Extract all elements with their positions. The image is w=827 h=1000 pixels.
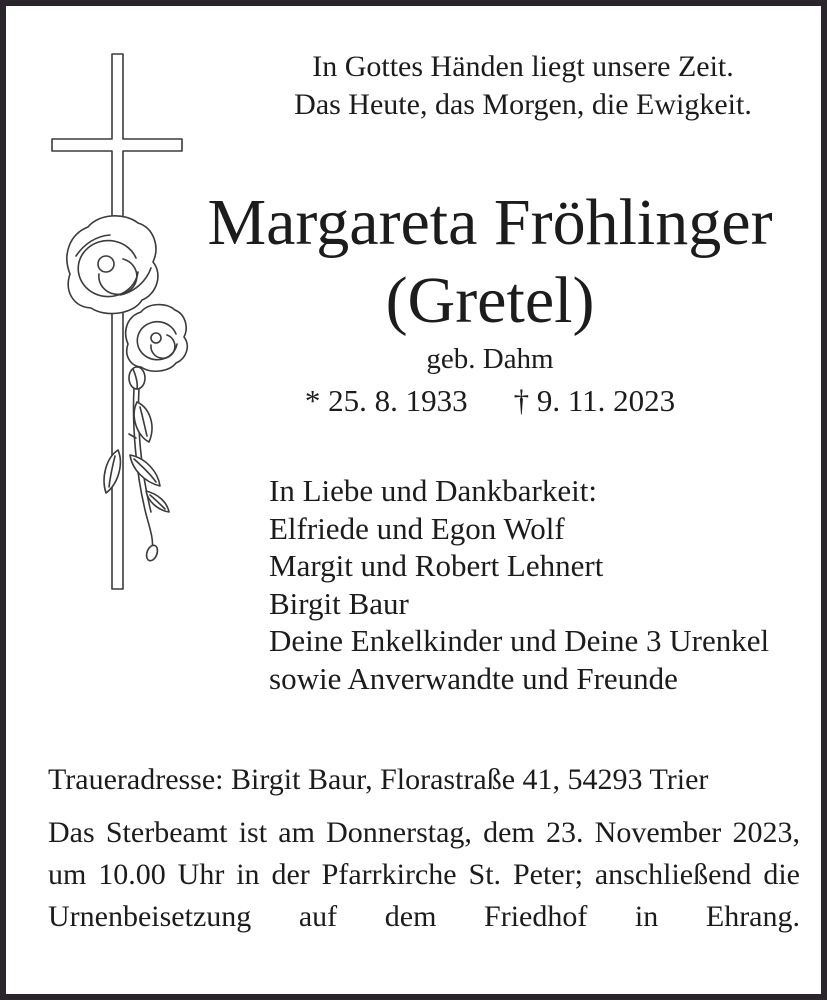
rose-blossom-large xyxy=(67,216,158,314)
mourner-line: sowie Anverwandte und Freunde xyxy=(269,660,678,696)
deceased-name: Margareta Fröhlinger xyxy=(207,186,773,259)
birth-date: * 25. 8. 1933 xyxy=(304,383,468,418)
deceased-headline xyxy=(154,184,826,340)
mourners-intro: In Liebe und Dankbarkeit: xyxy=(269,473,597,508)
mourners-block xyxy=(269,472,809,698)
mourner-line: Deine Enkelkinder und Deine 3 Urenkel xyxy=(269,623,770,659)
verse-line-2: Das Heute, das Morgen, die Ewigkeit. xyxy=(294,88,752,121)
mourner-line: Elfriede und Egon Wolf xyxy=(269,510,565,546)
deceased-nickname: (Gretel) xyxy=(385,264,595,337)
mourner-line: Margit und Robert Lehnert xyxy=(269,548,604,584)
opening-verse xyxy=(235,48,811,124)
verse-line-1: In Gottes Händen liegt unsere Zeit. xyxy=(312,50,734,83)
mourner-line: Birgit Baur xyxy=(269,585,409,621)
life-dates xyxy=(154,382,826,420)
condolence-address: Traueradresse: Birgit Baur, Florastraße 41, 54293 Trier xyxy=(48,763,709,796)
death-date: † 9. 11. 2023 xyxy=(513,383,676,418)
maiden-name: geb. Dahm xyxy=(426,343,554,375)
funeral-service-info: Das Sterbeamt ist am Donnerstag, dem 23. November 2023, um 10.00 Uhr in der Pfarrkirche St. Peter; anschließend die Urnenbeisetzung auf dem Friedhof in Ehrang. xyxy=(48,816,800,933)
